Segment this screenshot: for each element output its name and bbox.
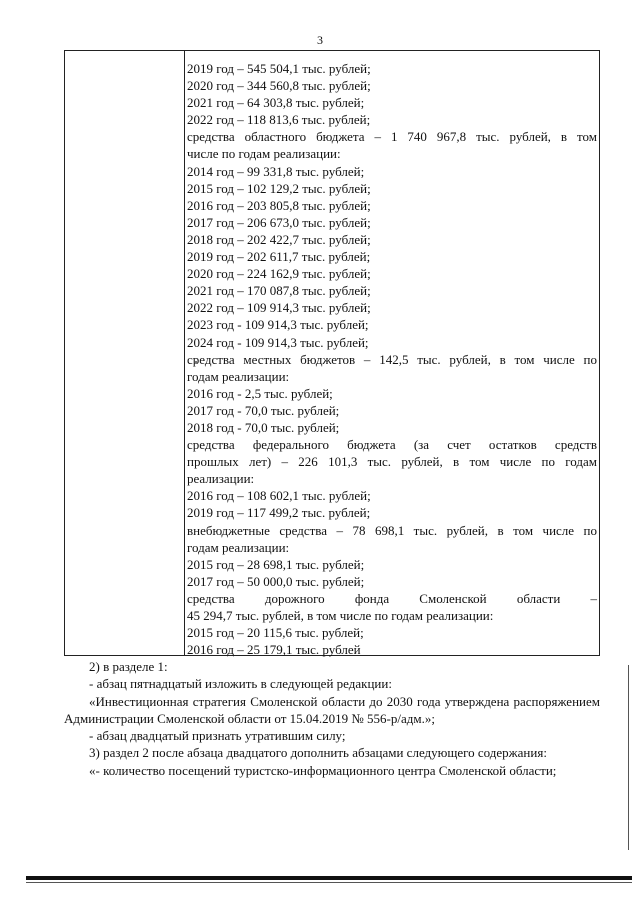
scan-margin-line: [628, 665, 629, 850]
funding-table-cell: [187, 60, 597, 658]
table-line: 2016 год – 203 805,8 тыс. рублей;: [187, 197, 371, 213]
table-line: 2018 год - 70,0 тыс. рублей;: [187, 419, 340, 435]
table-line: 2022 год – 118 813,6 тыс. рублей;: [187, 112, 371, 128]
table-line: 2024 год - 109 914,3 тыс. рублей;: [187, 334, 369, 350]
table-line: 2014 год – 99 331,8 тыс. рублей;: [187, 163, 365, 179]
paragraph-section-1: 2) в разделе 1:: [89, 659, 168, 674]
table-line: 45 294,7 тыс. рублей, в том числе по годам реализации:: [187, 608, 494, 623]
table-line: средства дорожного фонда Смоленской области –: [187, 590, 597, 606]
table-line: годам реализации:: [187, 368, 290, 384]
table-line: реализации:: [187, 471, 255, 487]
table-line: 2021 год – 170 087,8 тыс. рублей;: [187, 283, 371, 299]
table-line: 2016 год – 25 179,1 тыс. рублей: [187, 642, 361, 658]
table-line: средства местных бюджетов – 142,5 тыс. рублей, в том числе по: [187, 351, 597, 367]
table-line: 2017 год - 70,0 тыс. рублей;: [187, 402, 340, 418]
table-line: 2015 год – 102 129,2 тыс. рублей;: [187, 180, 371, 196]
table-line: 2020 год – 224 162,9 тыс. рублей;: [187, 266, 371, 282]
table-line: 2017 год – 50 000,0 тыс. рублей;: [187, 573, 365, 589]
table-line: 2015 год – 28 698,1 тыс. рублей;: [187, 556, 365, 572]
paragraph-section-2: 3) раздел 2 после абзаца двадцатого дополнить абзацами следующего содержания:: [89, 745, 547, 761]
scan-bottom-bar: [26, 876, 632, 880]
table-line: 2015 год – 20 115,6 тыс. рублей;: [187, 625, 364, 641]
table-line: 2019 год – 117 499,2 тыс. рублей;: [187, 505, 371, 521]
table-line: 2020 год – 344 560,8 тыс. рублей;: [187, 78, 371, 94]
table-line: 2019 год – 202 611,7 тыс. рублей;: [187, 249, 371, 265]
table-line: внебюджетные средства – 78 698,1 тыс. рублей, в том числе по: [187, 522, 597, 538]
page-number: 3: [317, 33, 323, 47]
table-column-divider: [184, 51, 185, 655]
table-line: 2019 год – 545 504,1 тыс. рублей;: [187, 61, 371, 76]
table-line: средства областного бюджета – 1 740 967,8 тыс. рублей, в том: [187, 129, 597, 145]
table-line: 2021 год – 64 303,8 тыс. рублей;: [187, 95, 365, 111]
paragraph-abzats-20: - абзац двадцатый признать утратившим силу;: [89, 728, 346, 744]
table-line: годам реализации:: [187, 539, 290, 555]
paragraph-abzats-15: - абзац пятнадцатый изложить в следующей редакции:: [89, 676, 392, 692]
funding-table: [64, 50, 600, 656]
table-line: средства федерального бюджета (за счет остатков средств: [187, 437, 597, 453]
paragraph-investment-strategy: «Инвестиционная стратегия Смоленской области до 2030 года утверждена распоряжением Администрации Смоленской области от 15.04.2019 № 556-р/адм.»;: [64, 693, 600, 726]
table-line: 2018 год – 202 422,7 тыс. рублей;: [187, 231, 371, 247]
table-line: 2023 год - 109 914,3 тыс. рублей;: [187, 317, 369, 333]
scan-bottom-line: [26, 882, 632, 883]
table-line: числе по годам реализации:: [187, 146, 341, 162]
paragraph-tourist-center: «- количество посещений туристско-информационного центра Смоленской области;: [89, 762, 557, 778]
table-line: прошлых лет) – 226 101,3 тыс. рублей, в том числе по годам: [187, 454, 597, 470]
table-line: 2017 год – 206 673,0 тыс. рублей;: [187, 214, 371, 230]
document-body: [64, 658, 600, 779]
table-line: 2016 год – 108 602,1 тыс. рублей;: [187, 488, 371, 504]
table-line: 2016 год - 2,5 тыс. рублей;: [187, 385, 333, 401]
table-line: 2022 год – 109 914,3 тыс. рублей;: [187, 300, 371, 316]
